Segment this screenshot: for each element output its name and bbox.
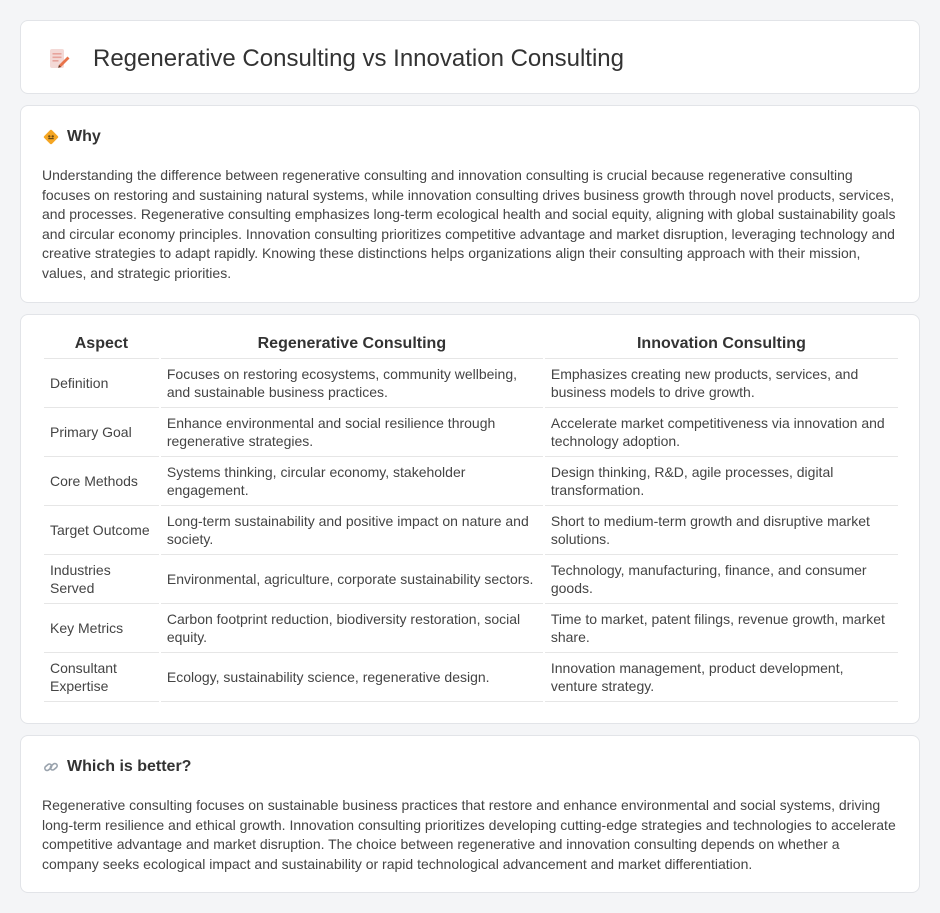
row-aspect: Key Metrics <box>44 604 159 653</box>
better-body: Regenerative consulting focuses on sustainable business practices that restore and enhance environmental and social systems, driving long-term resilience and ethical growth. Innovation consulting prioritizes developing cutting-edge strategies and technologies to accelerate competitive advantage and market disruption. The choice between regenerative and innovation consulting depends on whether a company seeks ecological impact and sustainability or rapid technological advancement and market differentiation. <box>42 797 896 872</box>
diamond-sign-icon <box>43 129 59 145</box>
comparison-table <box>42 335 900 702</box>
comparison-section <box>20 314 920 724</box>
why-heading <box>43 128 101 146</box>
page-title: Regenerative Consulting vs Innovation Consulting <box>93 45 624 72</box>
row-innovation: Innovation management, product development, venture strategy. <box>545 653 898 702</box>
row-regenerative: Long-term sustainability and positive impact on nature and society. <box>161 506 543 555</box>
row-innovation: Technology, manufacturing, finance, and consumer goods. <box>545 555 898 604</box>
table-header-row <box>44 335 898 359</box>
row-regenerative: Ecology, sustainability science, regenerative design. <box>161 653 543 702</box>
row-innovation: Design thinking, R&D, agile processes, digital transformation. <box>545 457 898 506</box>
row-aspect: Definition <box>44 359 159 408</box>
row-regenerative: Carbon footprint reduction, biodiversity restoration, social equity. <box>161 604 543 653</box>
header-aspect: Aspect <box>44 335 159 359</box>
row-innovation: Accelerate market competitiveness via innovation and technology adoption. <box>545 408 898 457</box>
row-innovation: Time to market, patent filings, revenue growth, market share. <box>545 604 898 653</box>
row-aspect: Primary Goal <box>44 408 159 457</box>
which-is-better-section <box>20 735 920 893</box>
table-row <box>44 653 898 702</box>
header-innovation: Innovation Consulting <box>545 335 898 359</box>
better-heading <box>43 758 191 776</box>
link-icon <box>43 759 59 775</box>
row-aspect: Industries Served <box>44 555 159 604</box>
row-innovation: Emphasizes creating new products, services, and business models to drive growth. <box>545 359 898 408</box>
why-heading-text: Why <box>67 128 101 145</box>
row-regenerative: Environmental, agriculture, corporate sustainability sectors. <box>161 555 543 604</box>
why-section <box>20 105 920 303</box>
table-row <box>44 555 898 604</box>
table-row <box>44 604 898 653</box>
document-pencil-icon <box>47 47 71 71</box>
title-card <box>20 20 920 94</box>
table-row <box>44 457 898 506</box>
row-aspect: Consultant Expertise <box>44 653 159 702</box>
table-row <box>44 506 898 555</box>
table-row <box>44 408 898 457</box>
why-body: Understanding the difference between regenerative consulting and innovation consulting is crucial because regenerative consulting focuses on restoring and sustaining natural systems, while innovation consulting drives business growth through novel products, services, and processes. Regenerative consulting emphasizes long-term ecological health and social equity, aligning with global sustainability goals and circular economy principles. Innovation consulting prioritizes competitive advantage and market disruption, leveraging technology and creative strategies to adapt rapidly. Knowing these distinctions helps organizations align their consulting approach with their mission, values, and strategic priorities. <box>42 167 896 281</box>
row-aspect: Core Methods <box>44 457 159 506</box>
row-regenerative: Enhance environmental and social resilience through regenerative strategies. <box>161 408 543 457</box>
header-regenerative: Regenerative Consulting <box>161 335 543 359</box>
row-aspect: Target Outcome <box>44 506 159 555</box>
table-row <box>44 359 898 408</box>
row-regenerative: Focuses on restoring ecosystems, community wellbeing, and sustainable business practices. <box>161 359 543 408</box>
better-heading-text: Which is better? <box>67 758 192 775</box>
row-innovation: Short to medium-term growth and disruptive market solutions. <box>545 506 898 555</box>
row-regenerative: Systems thinking, circular economy, stakeholder engagement. <box>161 457 543 506</box>
